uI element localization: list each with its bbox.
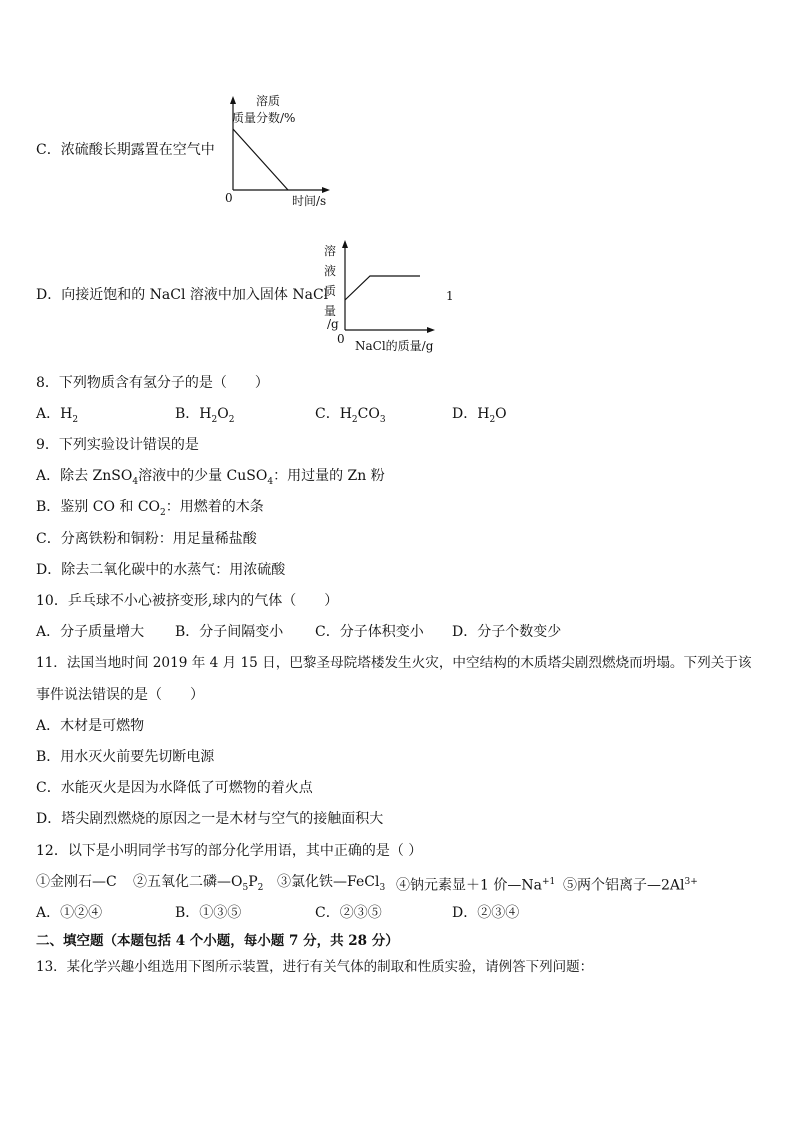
q11-stem-line1: 11．法国当地时间 2019 年 4 月 15 日，巴黎圣母院塔楼发生火灾，中空结构的木质塔尖剧烈燃烧而坍塌。下列关于该 [36, 655, 752, 671]
q8-option-a: A．$H_2$ [36, 406, 79, 425]
q12-item-5: ⑤两个铝离子$—2Al^{3+}$ [563, 877, 698, 894]
q7c-text: C．浓硫酸长期露置在空气中 [36, 142, 215, 158]
q11-option-d: D．塔尖剧烈燃烧的原因之一是木材与空气的接触面积大 [36, 811, 384, 827]
q10-option-b: B．分子间隔变小 [175, 624, 284, 640]
q7c-ylabel-2: 质量分数/% [232, 111, 296, 125]
q12-option-d: D．②③④ [452, 905, 520, 921]
q7d-graph [318, 235, 448, 355]
q7d-ylabel-c4: 量 [324, 304, 337, 318]
q12-item-3: ③氯化铁—FeCl$_3$ [277, 874, 386, 893]
q13-stem: 13．某化学兴趣小组选用下图所示装置，进行有关气体的制取和性质实验，请例答下列问题： [36, 959, 594, 975]
q9-option-d: D．除去二氧化碳中的水蒸气：用浓硫酸 [36, 562, 286, 578]
q8-option-b: B．$H_2O_2$ [175, 406, 235, 425]
q7d-xlabel: NaCl的质量/g [355, 339, 434, 353]
q7d-ylabel-c3: 质 [324, 284, 337, 298]
q9-option-c: C．分离铁粉和铜粉：用足量稀盐酸 [36, 531, 257, 547]
q11-option-a: A．木材是可燃物 [36, 718, 145, 734]
q9-stem: 9．下列实验设计错误的是 [36, 437, 199, 453]
q12-stem: 12．以下是小明同学书写的部分化学用语，其中正确的是（ ） [36, 843, 423, 859]
q7d-ylabel-c2: 液 [324, 264, 337, 278]
q10-stem: 10．乒乓球不小心被挤变形,球内的气体（ ） [36, 593, 339, 609]
q12-option-a: A．①②④ [36, 905, 103, 921]
q7d-text: D．向接近饱和的 NaCl 溶液中加入固体 NaCl [36, 287, 329, 303]
q7d-origin: 0 [337, 332, 345, 346]
q7d-curve [345, 276, 420, 300]
q12-item-4: ④钠元素显＋1 价$—Na^{+1}$ [396, 877, 556, 894]
q9-option-b: B．鉴别 CO 和 $CO_2$：用燃着的木条 [36, 499, 264, 518]
q7d-ylabel-c5: /g [327, 317, 339, 331]
q12-item-1: ①金刚石—C [36, 874, 117, 890]
q10-option-d: D．分子个数变少 [452, 624, 562, 640]
q12-option-b: B．①③⑤ [175, 905, 242, 921]
q12-item-2: ②五氧化二磷$—O_5P_2$ [133, 874, 264, 893]
q7d-ylabel-c1: 溶 [324, 244, 337, 258]
q10-option-c: C．分子体积变小 [315, 624, 424, 640]
q7c-ylabel-1: 溶质 [256, 94, 281, 108]
q7c-xlabel: 时间/s [292, 194, 327, 208]
q12-option-c: C．②③⑤ [315, 905, 382, 921]
q11-option-b: B．用水灭火前要先切断电源 [36, 749, 215, 765]
q8-option-c: C．$H_2CO_3$ [315, 406, 386, 425]
q8-option-d: D．$H_2O$ [452, 406, 507, 425]
q7c-origin: 0 [225, 191, 233, 205]
q8-stem: 8．下列物质含有氢分子的是（ ） [36, 375, 269, 391]
q11-stem-line2: 事件说法错误的是（ ） [36, 687, 204, 703]
q11-option-c: C．水能灭火是因为水降低了可燃物的着火点 [36, 780, 313, 796]
q7c-curve [233, 129, 288, 190]
q10-option-a: A．分子质量增大 [36, 624, 145, 640]
q7c-graph [222, 90, 342, 210]
section-heading: 二、填空题（本题包括 4 个小题，每小题 7 分，共 28 分） [36, 933, 399, 949]
q9-option-a: A．除去 ZnSO$_4$溶液中的少量 CuSO$_4$：用过量的 Zn 粉 [36, 468, 385, 487]
q7d-stray-mark: 1 [446, 289, 454, 303]
